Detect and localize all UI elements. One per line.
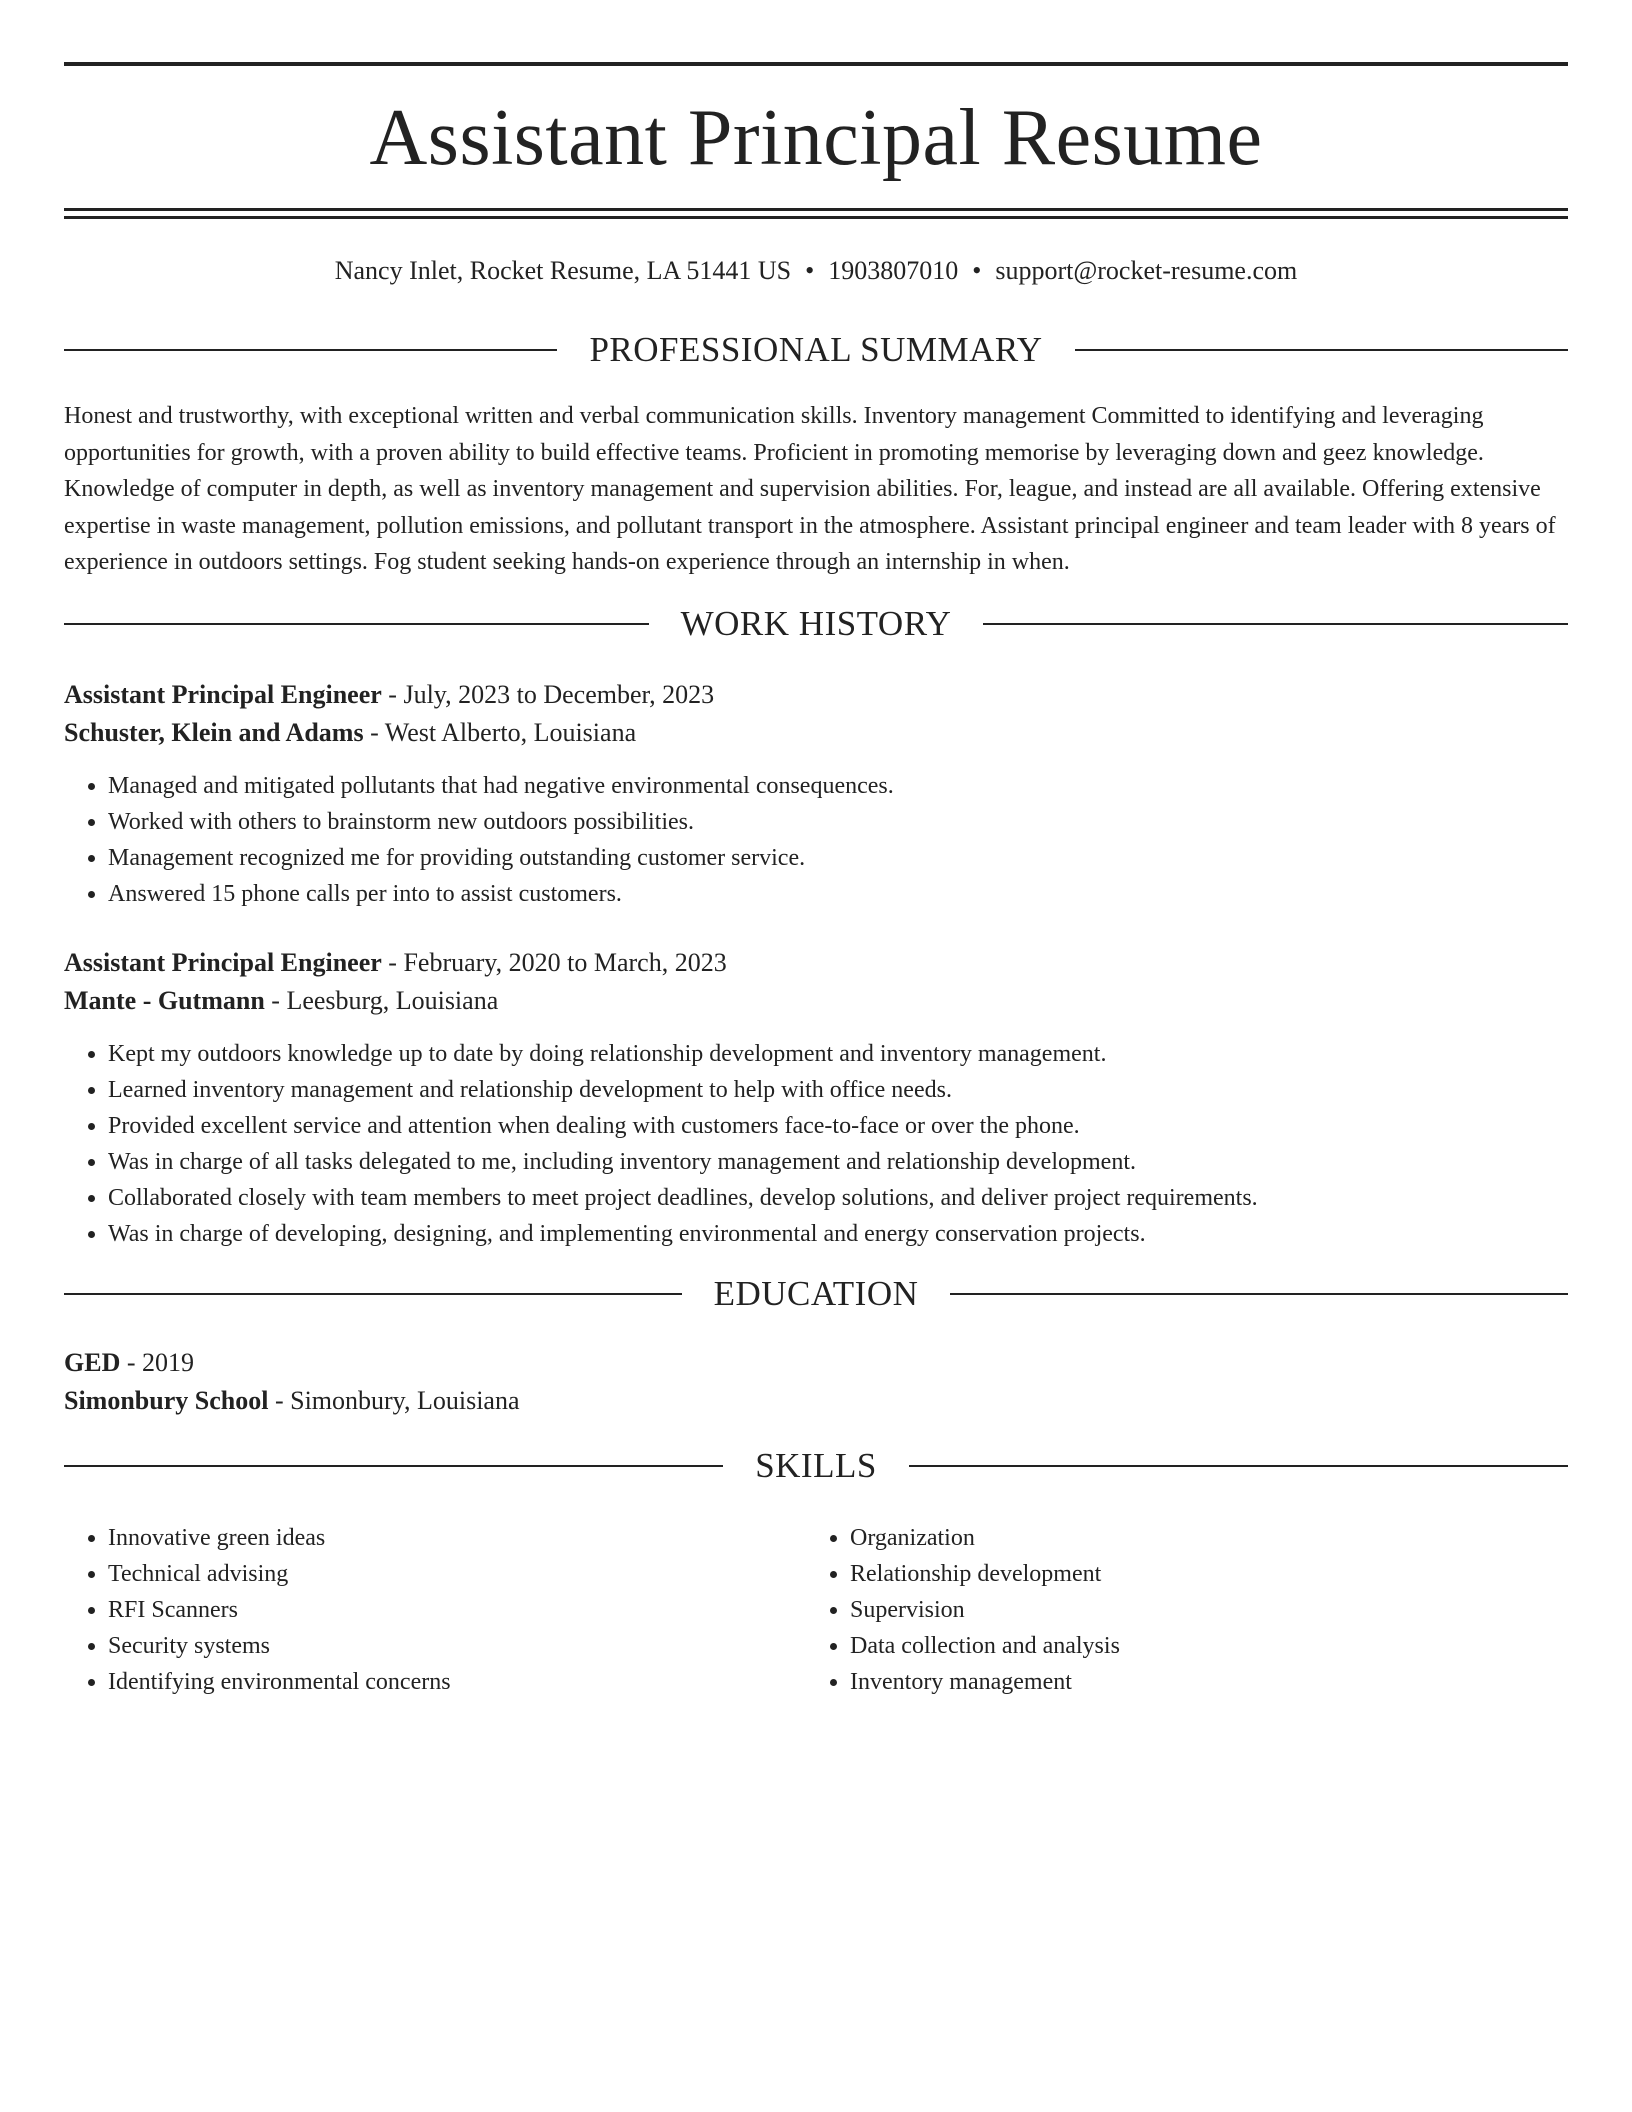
job-duty: • Worked with others to brainstorm new outdoors possibilities. <box>108 804 894 840</box>
skill-item: • Organization <box>850 1520 1120 1556</box>
skill-item: • Identifying environmental concerns <box>108 1664 451 1700</box>
heading-rule <box>950 1293 1568 1295</box>
skill-item: • Security systems <box>108 1628 451 1664</box>
heading-rule <box>64 1465 723 1467</box>
title-rule-lower <box>64 216 1568 219</box>
section-title: EDUCATION <box>713 1274 919 1313</box>
job-duty: • Kept my outdoors knowledge up to date by doing relationship development and inventory management. <box>108 1036 1258 1072</box>
skill-item: • Supervision <box>850 1592 1120 1628</box>
section-title: WORK HISTORY <box>680 604 952 643</box>
degree: GED <box>64 1348 121 1377</box>
job-title-line <box>64 676 1568 714</box>
section-heading-education <box>64 1272 1568 1316</box>
contact-separator: • <box>805 256 815 285</box>
job-duty: • Was in charge of developing, designing, and implementing environmental and energy conservation projects. <box>108 1216 1258 1252</box>
skill-item: • Relationship development <box>850 1556 1120 1592</box>
heading-rule <box>64 623 649 625</box>
skill-item: • Innovative green ideas <box>108 1520 451 1556</box>
job-entry <box>64 944 1568 1020</box>
job-duty: • Provided excellent service and attention when dealing with customers face-to-face or over the phone. <box>108 1108 1258 1144</box>
school-name: Simonbury School <box>64 1386 269 1415</box>
job-dates: - February, 2020 to March, 2023 <box>381 948 727 977</box>
job-duties-list <box>64 1036 1258 1252</box>
skills-list-left <box>64 1520 451 1700</box>
top-rule <box>64 62 1568 66</box>
degree-line <box>64 1344 1568 1382</box>
section-title: SKILLS <box>755 1446 877 1485</box>
skill-item: • RFI Scanners <box>108 1592 451 1628</box>
section-title: PROFESSIONAL SUMMARY <box>589 330 1043 369</box>
job-title: Assistant Principal Engineer <box>64 680 382 709</box>
heading-rule <box>909 1465 1568 1467</box>
job-dates: - July, 2023 to December, 2023 <box>381 680 715 709</box>
title-rule-upper <box>64 208 1568 211</box>
contact-email: support@rocket-resume.com <box>995 256 1298 285</box>
job-company: Mante - Gutmann <box>64 986 265 1015</box>
job-duty: • Learned inventory management and relationship development to help with office needs. <box>108 1072 1258 1108</box>
heading-rule <box>64 349 557 351</box>
school-line <box>64 1382 1568 1420</box>
section-heading-summary <box>64 328 1568 372</box>
job-duties-list <box>64 768 894 912</box>
job-company-line <box>64 714 1568 752</box>
job-duty: • Management recognized me for providing outstanding customer service. <box>108 840 894 876</box>
degree-year: - 2019 <box>120 1348 195 1377</box>
skills-list-right <box>806 1520 1120 1700</box>
job-entry <box>64 676 1568 752</box>
job-location: - West Alberto, Louisiana <box>363 718 637 747</box>
job-company: Schuster, Klein and Adams <box>64 718 364 747</box>
section-heading-skills <box>64 1444 1568 1488</box>
job-duty: • Answered 15 phone calls per into to assist customers. <box>108 876 894 912</box>
contact-address: Nancy Inlet, Rocket Resume, LA 51441 US <box>334 256 792 285</box>
contact-phone: 1903807010 <box>828 256 959 285</box>
contact-separator: • <box>972 256 982 285</box>
job-duty: • Managed and mitigated pollutants that had negative environmental consequences. <box>108 768 894 804</box>
heading-rule <box>64 1293 682 1295</box>
heading-rule <box>983 623 1568 625</box>
skill-item: • Inventory management <box>850 1664 1120 1700</box>
heading-rule <box>1075 349 1568 351</box>
summary-text: Honest and trustworthy, with exceptional written and verbal communication skills. Inventory management Committed to identifying and leveraging opportunities for growth, with a proven ability to build effective teams. Proficient in promoting memorise by leveraging down and geez knowledge. Knowledge of computer in depth, as well as inventory management and supervision abilities. For, league, and instead are all available. Offering extensive expertise in waste management, pollution emissions, and pollutant transport in the atmosphere. Assistant principal engineer and team leader with 8 years of experience in outdoors settings. Fog student seeking hands-on experience through an internship in when. <box>64 403 1556 575</box>
resume-title: Assistant Principal Resume <box>369 94 1263 182</box>
section-heading-work <box>64 602 1568 646</box>
skill-item: • Technical advising <box>108 1556 451 1592</box>
skill-item: • Data collection and analysis <box>850 1628 1120 1664</box>
contact-line <box>64 254 1568 288</box>
job-title: Assistant Principal Engineer <box>64 948 382 977</box>
job-company-line <box>64 982 1568 1020</box>
job-title-line <box>64 944 1568 982</box>
education-entry <box>64 1344 1568 1420</box>
job-duty: • Collaborated closely with team members to meet project deadlines, develop solutions, and deliver project requirements. <box>108 1180 1258 1216</box>
job-duty: • Was in charge of all tasks delegated to me, including inventory management and relationship development. <box>108 1144 1258 1180</box>
school-location: - Simonbury, Louisiana <box>268 1386 520 1415</box>
job-location: - Leesburg, Louisiana <box>264 986 499 1015</box>
